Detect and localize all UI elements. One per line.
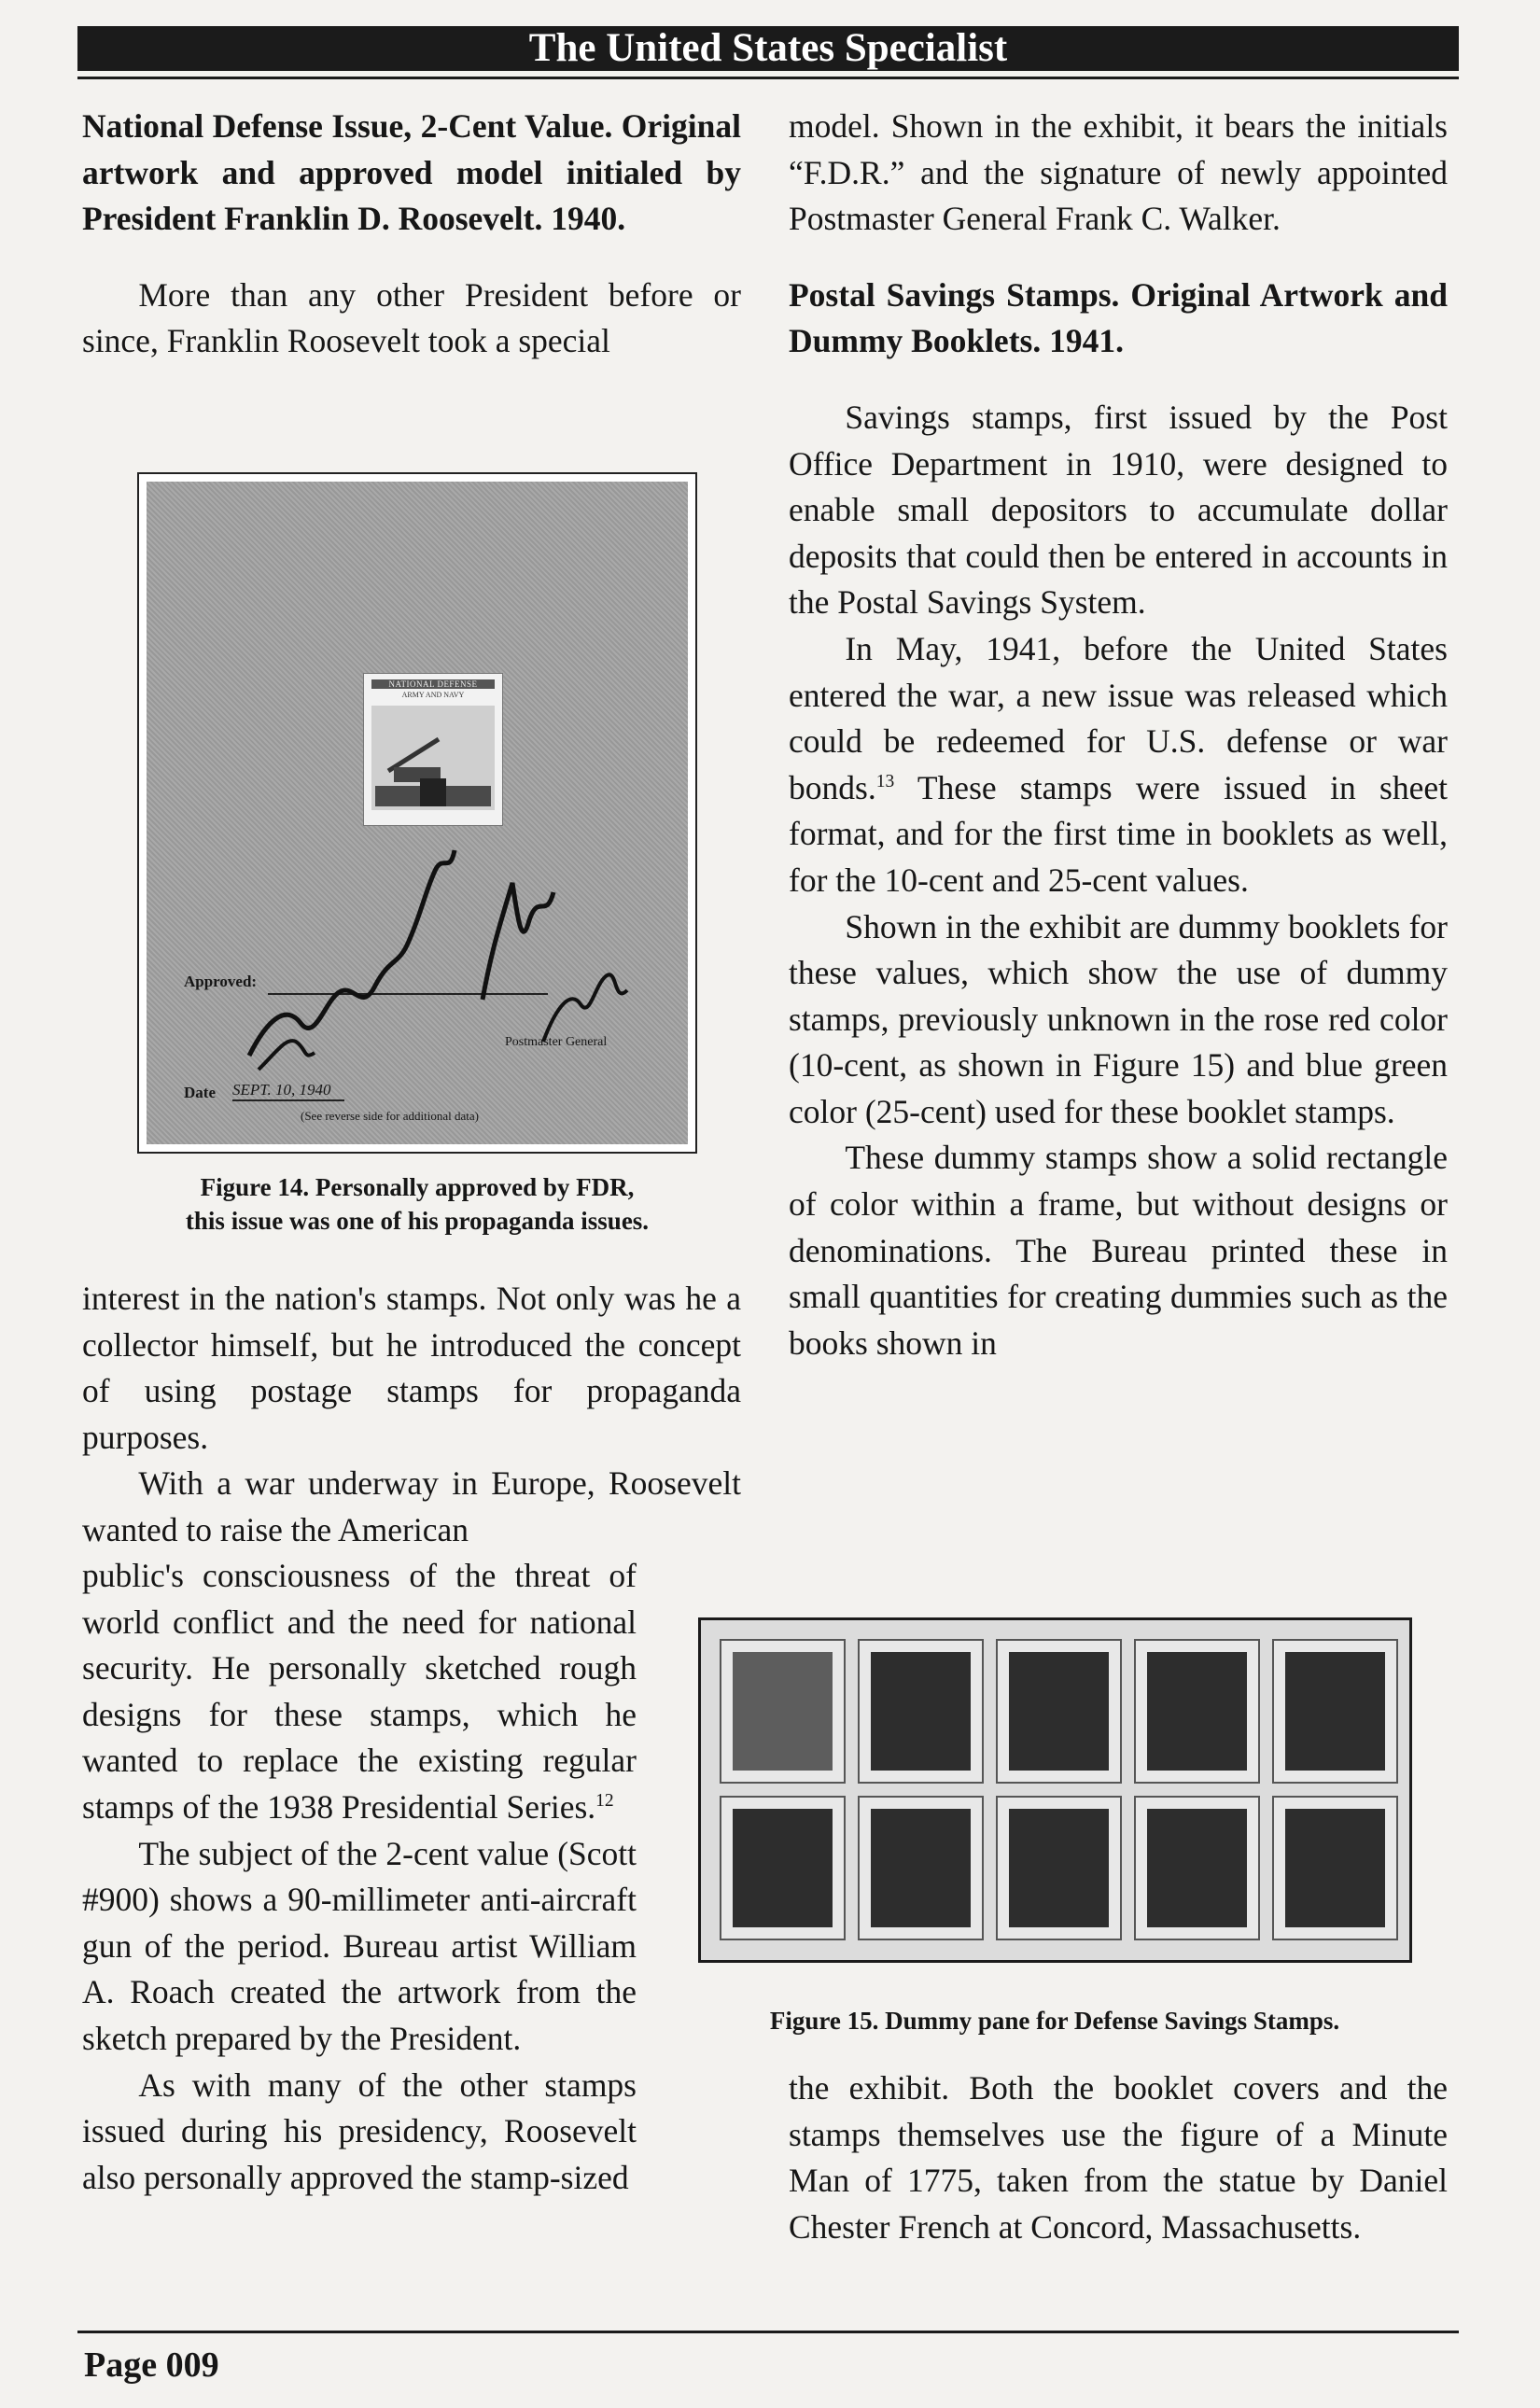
date-value: SEPT. 10, 1940 (232, 1081, 344, 1101)
dummy-stamp-8 (996, 1796, 1122, 1940)
dummy-stamp-6 (720, 1796, 846, 1940)
right-paragraph-2a: In May, 1941, before the United States entered the war, a new issue was released which could be redeemed for U.S. defense or war bonds. (789, 629, 1448, 806)
reverse-note: (See reverse side for additional data) (301, 1109, 479, 1123)
dummy-stamp-4 (1134, 1639, 1260, 1784)
footnote-13: 13 (875, 771, 895, 791)
dummy-stamp-2 (858, 1639, 984, 1784)
dummy-stamp-3 (996, 1639, 1122, 1784)
date-label: Date (184, 1084, 216, 1101)
footnote-12: 12 (595, 1791, 614, 1812)
left-column-middle (82, 1276, 741, 1554)
right-paragraph-2 (789, 626, 1448, 904)
left-paragraph-3: The subject of the 2-cent value (Scott #900) shows a 90-millimeter anti-aircraft gun of the period. Bureau artist William A. Roach created the artwork from the sketch prepared by the President. (82, 1834, 637, 2057)
initials-fdr (483, 883, 553, 1000)
right-column-bottom (789, 2065, 1448, 2250)
publication-title: The United States Specialist (528, 26, 1008, 70)
postmaster-label: Postmaster General (505, 1035, 608, 1049)
left-paragraph-2-start: With a war underway in Europe, Roosevelt wanted to raise the American (82, 1464, 741, 1548)
running-header (77, 26, 1459, 71)
left-column-top (82, 104, 741, 365)
left-paragraph-4: As with many of the other stamps issued during his presidency, Roosevelt also personally approved the stamp-sized (82, 2065, 637, 2196)
signature-handwriting (147, 482, 692, 1148)
right-paragraph-2b: These stamps were issued in sheet format, and for the first time in booklets as well, for the 10-cent and 25-cent values. (789, 768, 1448, 899)
right-paragraph-0: model. Shown in the exhibit, it bears the initials “F.D.R.” and the signature of newly appointed Postmaster General Frank C. Walker. (789, 107, 1448, 238)
figure-14-image (137, 472, 697, 1154)
approved-label: Approved: (184, 973, 258, 990)
dummy-stamp-10 (1272, 1796, 1398, 1940)
left-paragraph-1: More than any other President before or since, Franklin Roosevelt took a special (82, 275, 741, 360)
right-column-top (789, 104, 1448, 1366)
approval-card (147, 482, 688, 1144)
left-section-heading: National Defense Issue, 2-Cent Value. Original artwork and approved model initialed by President Franklin D. Roosevelt. 1940. (82, 107, 741, 238)
dummy-stamp-1 (720, 1639, 846, 1784)
left-paragraph-2-rest (82, 1553, 637, 1831)
initials-fdr-2 (543, 974, 627, 1042)
dummy-stamp-9 (1134, 1796, 1260, 1940)
dummy-stamp-7 (858, 1796, 984, 1940)
right-section-heading: Postal Savings Stamps. Original Artwork and Dummy Booklets. 1941. (789, 275, 1448, 360)
left-column-narrow (82, 1553, 637, 2201)
figure-14-caption-line-1: Figure 14. Personally approved by FDR, (200, 1173, 635, 1201)
right-paragraph-4: These dummy stamps show a solid rectangle of color within a frame, but without designs or denominations. The Bureau printed these in small quantities for creating dummies such as the books shown in (789, 1139, 1448, 1362)
stamp-banner: NATIONAL DEFENSE (371, 679, 495, 689)
header-rule (77, 77, 1459, 79)
dummy-stamp-5 (1272, 1639, 1398, 1784)
left-paragraph-1-continued: interest in the nation's stamps. Not only was he a collector himself, but he introduced the concept of using postage stamps for propaganda purposes. (82, 1280, 741, 1456)
signature-walker (249, 850, 455, 1056)
figure-15-image (698, 1617, 1412, 1963)
right-paragraph-4-continued: the exhibit. Both the booklet covers and the stamps themselves use the figure of a Minute Man of 1775, taken from the statue by Daniel Chester French at Concord, Massachusetts. (789, 2069, 1448, 2246)
right-paragraph-3: Shown in the exhibit are dummy booklets for these values, which show the use of dummy stamps, previously unknown in the rose red color (10-cent, as shown in Figure 15) and blue green color (25-cent) used for these booklet stamps. (789, 907, 1448, 1130)
left-paragraph-2-text: public's consciousness of the threat of world conflict and the need for national security. He personally sketched rough designs for these stamps, which he wanted to replace the existing regular stamps of the 1938 Presidential Series. (82, 1557, 637, 1826)
footer-rule (77, 2331, 1459, 2333)
figure-14-caption (82, 1170, 752, 1238)
figure-14-caption-line-2: this issue was one of his propaganda issues. (185, 1207, 650, 1235)
stamp-subtitle: ARMY AND NAVY (401, 691, 465, 699)
figure-15-caption: Figure 15. Dummy pane for Defense Savings Stamps. (769, 2007, 1340, 2035)
page-number: Page 009 (84, 2345, 219, 2385)
right-paragraph-1: Savings stamps, first issued by the Post Office Department in 1910, were designed to enable small depositors to accumulate dollar deposits that could then be entered in accounts in the Postal Savings System. (789, 398, 1448, 622)
signature-loop (259, 1041, 315, 1070)
